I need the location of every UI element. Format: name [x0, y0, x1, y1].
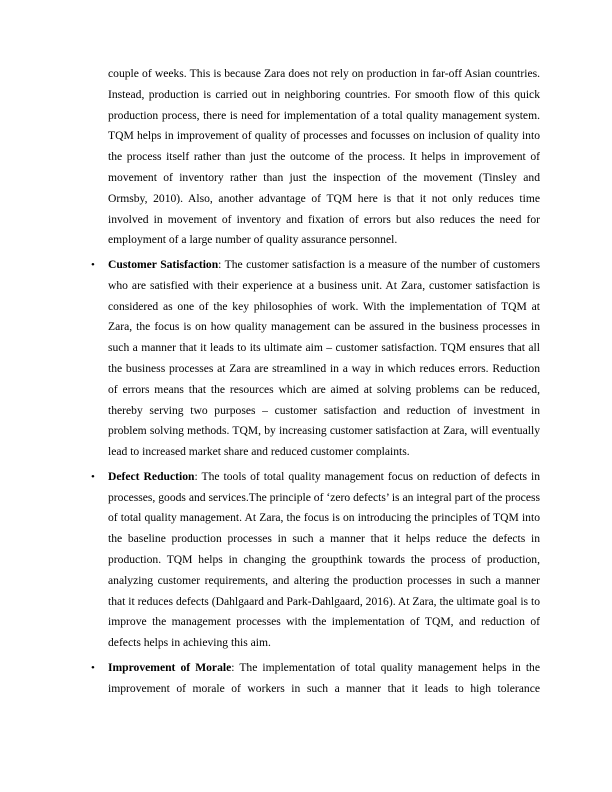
bullet-paragraph — [108, 255, 540, 463]
bullet-item-customer-satisfaction — [91, 255, 540, 463]
bullet-paragraph — [108, 467, 540, 654]
bullet-text: : The implementation of total quality management helps in the improvement of morale of workers in such a manner that it leads to high tolerance — [108, 660, 540, 695]
bullet-text: : The tools of total quality management focus on reduction of defects in processes, goods and services.The principle of ‘zero defects’ is an integral part of the process of total quality management. At Zara, the focus is on introducing the principles of TQM into the baseline production processes in such a manner that it helps reduce the defects in production. TQM helps in changing the groupthink towards the process of production, analyzing customer requirements, and altering the production processes in such a manner that it reduces defects (Dahlgaard and Park-Dahlgaard, 2016). At Zara, the ultimate goal is to improve the management processes with the implementation of TQM, and reduction of defects helps in achieving this aim. — [108, 469, 540, 650]
bullet-item-defect-reduction — [91, 467, 540, 654]
bullet-item-improvement-of-morale — [91, 658, 540, 700]
intro-paragraph: couple of weeks. This is because Zara does not rely on production in far-off Asian countries. Instead, production is carried out in neighboring countries. For smooth flow of this quick production process, there is need for implementation of a total quality management system. TQM helps in improvement of quality of processes and focusses on inclusion of quality into the process itself rather than just the outcome of the process. It helps in improvement of movement of inventory rather than just the inspection of the movement (Tinsley and Ormsby, 2010). Also, another advantage of TQM here is that it not only reduces time involved in movement of inventory and fixation of errors but also reduces the need for employment of a large number of quality assurance personnel. — [108, 67, 540, 247]
bullet-icon: • — [91, 470, 95, 483]
document-body — [91, 64, 540, 699]
bullet-paragraph — [108, 658, 540, 700]
bullet-term: Improvement of Morale — [108, 660, 232, 674]
bullet-icon: • — [91, 661, 95, 674]
bullet-term: Defect Reduction — [108, 469, 195, 483]
bullet-icon: • — [91, 258, 95, 271]
bullet-text: : The customer satisfaction is a measure of the number of customers who are satisfied with their experience at a business unit. At Zara, customer satisfaction is considered as one of the key philosophies of work. With the implementation of TQM at Zara, the focus is on how quality management can be assured in the business processes in such a manner that it leads to its ultimate aim – customer satisfaction. TQM ensures that all the business processes at Zara are streamlined in a way in which reduces errors. Reduction of errors means that the resources which are aimed at solving problems can be reduced, thereby serving two purposes – customer satisfaction and reduction of investment in problem solving methods. TQM, by increasing customer satisfaction at Zara, will eventually lead to increased market share and reduced customer complaints. — [108, 257, 540, 459]
bullet-term: Customer Satisfaction — [108, 257, 219, 271]
